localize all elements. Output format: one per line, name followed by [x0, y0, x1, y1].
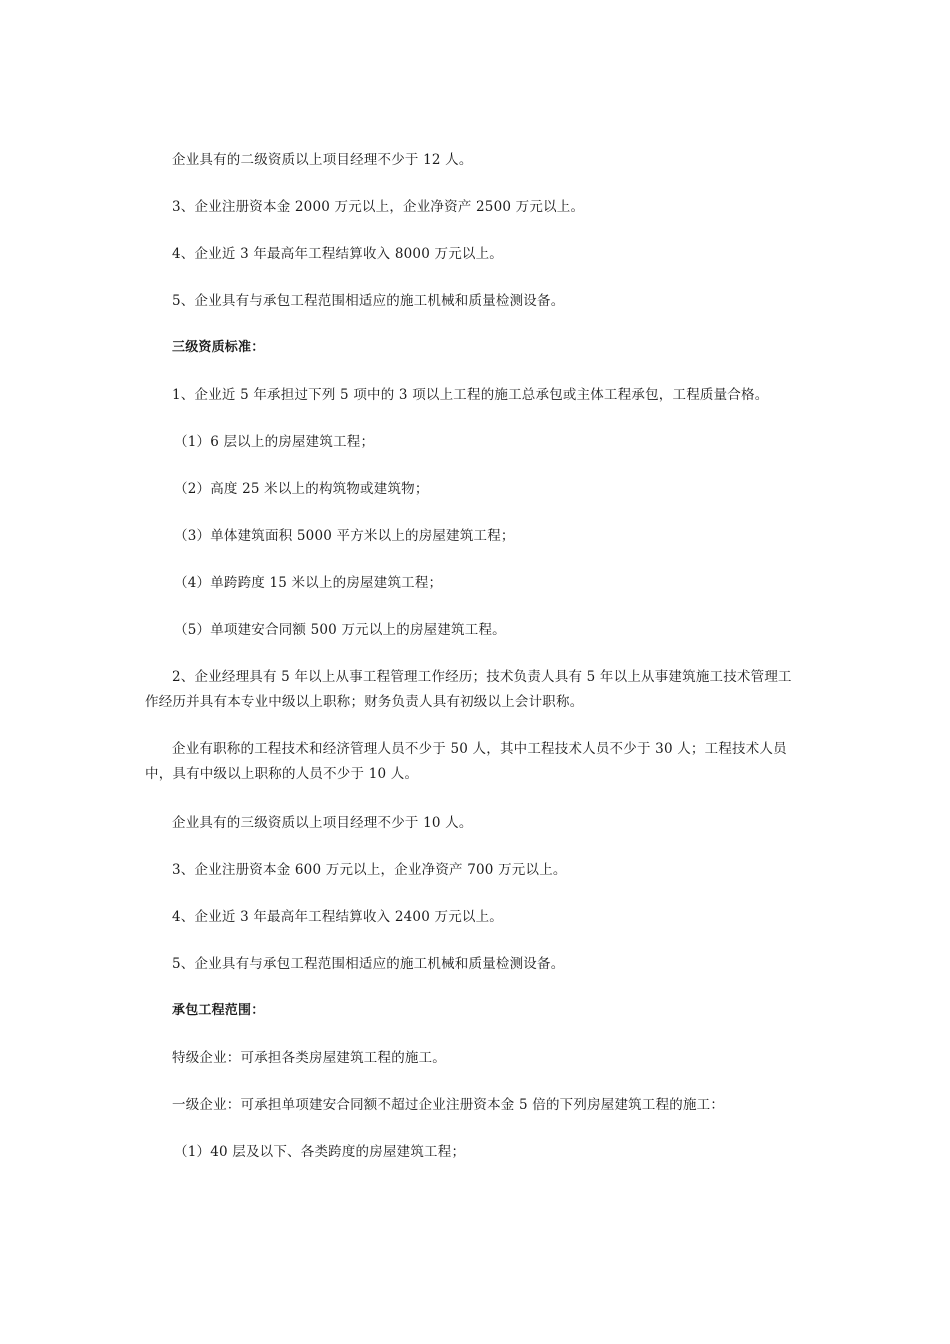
paragraph-manager-experience-level3: 2、企业经理具有 5 年以上从事工程管理工作经历；技术负责人具有 5 年以上从事建筑施工技术管理工作经历并具有本专业中级以上职称；财务负责人具有初级以上会计职称。 — [145, 669, 792, 710]
paragraph-equipment-level2: 5、企业具有与承包工程范围相适应的施工机械和质量检测设备。 — [172, 293, 565, 309]
section-heading-contract-scope: 承包工程范围： — [172, 1003, 265, 1018]
paragraph-registered-capital-level2: 3、企业注册资本金 2000 万元以上，企业净资产 2500 万元以上。 — [172, 199, 585, 215]
list-item-project-4: （4）单跨跨度 15 米以上的房屋建筑工程； — [174, 575, 443, 591]
list-item-project-5: （5）单项建安合同额 500 万元以上的房屋建筑工程。 — [174, 622, 506, 638]
paragraph-income-level3: 4、企业近 3 年最高年工程结算收入 2400 万元以上。 — [172, 909, 503, 925]
paragraph-technical-staff-level3: 企业有职称的工程技术和经济管理人员不少于 50 人，其中工程技术人员不少于 30 人；工程技术人员中，具有中级以上职称的人员不少于 10 人。 — [145, 741, 787, 782]
paragraph-project-managers-level2: 企业具有的二级资质以上项目经理不少于 12 人。 — [172, 152, 473, 168]
paragraph-first-grade-scope: 一级企业：可承担单项建安合同额不超过企业注册资本金 5 倍的下列房屋建筑工程的施工： — [172, 1097, 725, 1113]
paragraph-projects-undertaken-level3: 1、企业近 5 年承担过下列 5 项中的 3 项以上工程的施工总承包或主体工程承包，工程质量合格。 — [172, 387, 769, 403]
paragraph-registered-capital-level3: 3、企业注册资本金 600 万元以上，企业净资产 700 万元以上。 — [172, 862, 567, 878]
list-item-scope-1: （1）40 层及以下、各类跨度的房屋建筑工程； — [174, 1144, 466, 1160]
list-item-project-3: （3）单体建筑面积 5000 平方米以上的房屋建筑工程； — [174, 528, 515, 544]
paragraph-special-grade-scope: 特级企业：可承担各类房屋建筑工程的施工。 — [172, 1050, 446, 1066]
paragraph-equipment-level3: 5、企业具有与承包工程范围相适应的施工机械和质量检测设备。 — [172, 956, 565, 972]
paragraph-project-managers-level3: 企业具有的三级资质以上项目经理不少于 10 人。 — [172, 815, 473, 831]
list-item-project-1: （1）6 层以上的房屋建筑工程； — [174, 434, 375, 450]
paragraph-income-level2: 4、企业近 3 年最高年工程结算收入 8000 万元以上。 — [172, 246, 503, 262]
section-heading-level3-standard: 三级资质标准： — [172, 340, 265, 355]
list-item-project-2: （2）高度 25 米以上的构筑物或建筑物； — [174, 481, 429, 497]
